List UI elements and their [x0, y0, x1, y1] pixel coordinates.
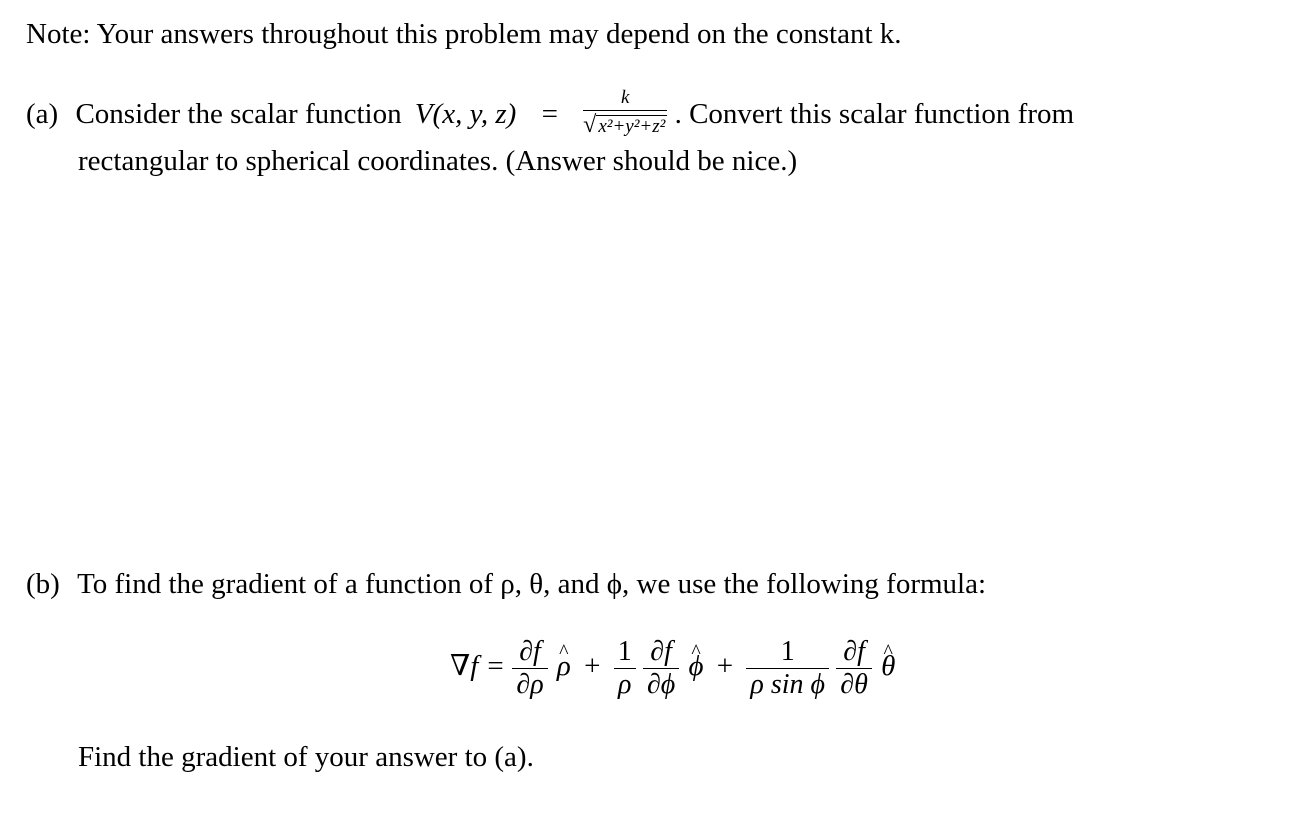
part-b-line-1: [26, 570, 986, 599]
part-b-intro: To find the gradient of a function of ρ, θ, and ϕ, we use the following formula:: [77, 568, 987, 600]
term1-numerator: ∂f: [519, 636, 541, 667]
part-a-fraction: [583, 88, 667, 137]
formula-lhs: ∇f =: [450, 650, 506, 683]
term2-fraction: [643, 638, 679, 699]
part-a-after: . Convert this scalar function from: [674, 98, 1075, 131]
term1-fraction: [512, 638, 547, 699]
term2-coefficient: [614, 638, 636, 699]
part-a-denominator: x²+y²+z²: [598, 116, 666, 137]
part-a-line-2: [78, 147, 797, 176]
term2-denominator: ∂ϕ: [646, 669, 676, 700]
term2-numerator: ∂f: [650, 636, 672, 667]
part-a-intro: Consider the scalar function: [75, 98, 402, 131]
term3-fraction: [836, 638, 872, 699]
part-a-denominator-wrap: [583, 111, 667, 137]
term1-denominator: ∂ρ: [516, 669, 544, 700]
term3-coef-numerator: 1: [780, 636, 795, 667]
part-b-label: (b): [26, 568, 60, 600]
term2-coef-denominator: ρ: [617, 669, 632, 700]
part-a-line-1: [26, 87, 1075, 141]
gradient-formula: [450, 638, 895, 699]
part-a-line2-text: rectangular to spherical coordinates. (Answer should be nice.): [78, 145, 798, 177]
plus-2: +: [716, 650, 734, 683]
note-text: [26, 20, 902, 49]
part-a-equals: =: [541, 98, 558, 131]
theta-hat: θ ^: [881, 652, 895, 681]
rho-hat: ρ ^: [557, 652, 571, 681]
plus-1: +: [584, 650, 601, 683]
term3-coefficient: [746, 638, 829, 699]
sqrt-sign: √: [583, 112, 597, 138]
term3-denominator: ∂θ: [840, 669, 868, 700]
term3-numerator: ∂f: [843, 636, 865, 667]
part-a-label: (a): [26, 98, 59, 131]
part-b-find-text: Find the gradient of your answer to (a).: [78, 741, 534, 773]
term3-coef-denominator: ρ sin ϕ: [750, 669, 826, 700]
part-a-numerator: k: [621, 87, 630, 108]
part-a-lhs: V(x, y, z): [414, 98, 517, 131]
note-sentence: Note: Your answers throughout this problem may depend on the constant k.: [26, 18, 902, 50]
part-b-find: [78, 743, 534, 772]
phi-hat: ϕ ^: [689, 652, 704, 681]
term2-coef-numerator: 1: [617, 636, 632, 667]
